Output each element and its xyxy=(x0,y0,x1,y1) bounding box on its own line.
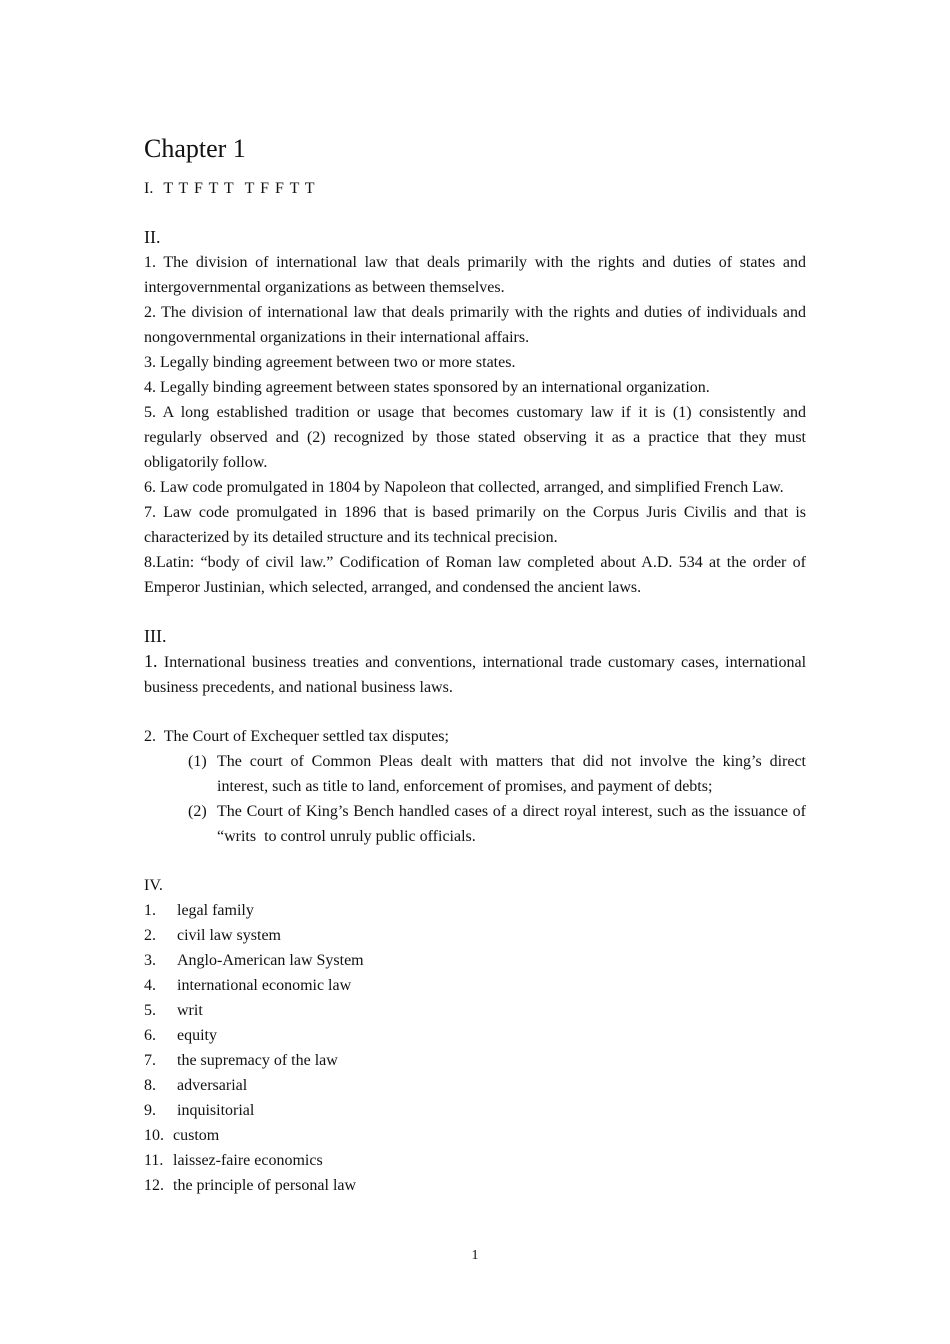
term-list-item xyxy=(144,1123,806,1148)
term-list-item xyxy=(144,1148,806,1173)
section-3-item-1 xyxy=(144,649,806,700)
term-list-item xyxy=(144,898,806,923)
term-number: 10. xyxy=(144,1127,164,1144)
subitem-number: (2) xyxy=(188,803,207,820)
subitem-text: The court of Common Pleas dealt with matters that did not involve the king’s direct interest, such as title to land, enforcement of promises, and payment of debts; xyxy=(217,753,806,795)
section-3-item-2-intro: 2. The Court of Exchequer settled tax disputes; xyxy=(144,728,449,745)
section-2-item: 3. Legally binding agreement between two or more states. xyxy=(144,354,516,371)
term-list-item xyxy=(144,973,806,998)
term-number: 4. xyxy=(144,977,156,994)
section-2-item: 5. A long established tradition or usage that becomes customary law if it is (1) consistently and regularly observed and (2) recognized by those stated observing it as a practice that they must obligatorily follow. xyxy=(144,404,806,471)
term-number: 1. xyxy=(144,902,156,919)
term-number: 3. xyxy=(144,952,156,969)
term-number: 6. xyxy=(144,1027,156,1044)
section-2-item: 4. Legally binding agreement between states sponsored by an international organization. xyxy=(144,379,710,396)
term-text: international economic law xyxy=(177,977,352,994)
section-2-heading: II. xyxy=(144,227,161,247)
section-2-item: 6. Law code promulgated in 1804 by Napoleon that collected, arranged, and simplified French Law. xyxy=(144,479,784,496)
section-4-heading: IV. xyxy=(144,877,163,894)
term-list-item xyxy=(144,1098,806,1123)
term-list-item xyxy=(144,923,806,948)
term-list-item xyxy=(144,1048,806,1073)
term-number: 8. xyxy=(144,1077,156,1094)
section-3-subitem xyxy=(188,749,806,799)
chapter-title: Chapter 1 xyxy=(144,134,246,163)
term-text: legal family xyxy=(177,902,254,919)
term-number: 7. xyxy=(144,1052,156,1069)
subitem-text: The Court of King’s Bench handled cases of a direct royal interest, such as the issuance of “writs to control unruly public officials. xyxy=(217,803,814,845)
section-3-item-1-text: International business treaties and conventions, international trade customary cases, international business precedents, and national business laws. xyxy=(144,654,807,696)
section-3-heading: III. xyxy=(144,626,167,646)
document-body xyxy=(144,132,814,1198)
term-list-item xyxy=(144,948,806,973)
term-list-item xyxy=(144,1173,806,1198)
term-text: the supremacy of the law xyxy=(177,1052,338,1069)
term-number: 9. xyxy=(144,1102,156,1119)
spacer xyxy=(144,849,806,873)
section-2-item: 2. The division of international law that deals primarily with the rights and duties of individuals and nongovernmental organizations in their international affairs. xyxy=(144,304,806,346)
term-text: inquisitorial xyxy=(177,1102,255,1119)
term-text: custom xyxy=(173,1127,220,1144)
term-text: equity xyxy=(177,1027,217,1044)
term-text: the principle of personal law xyxy=(173,1177,357,1194)
term-text: civil law system xyxy=(177,927,281,944)
section-1-answers xyxy=(144,176,806,201)
term-list-item xyxy=(144,1023,806,1048)
section-2-item: 1. The division of international law that deals primarily with the rights and duties of states and intergovernmental organizations as between themselves. xyxy=(144,254,806,296)
term-number: 5. xyxy=(144,1002,156,1019)
section-3-item-1-number: 1. xyxy=(144,651,158,671)
section-1-label: I. xyxy=(144,180,154,197)
spacer xyxy=(144,201,806,225)
term-number: 2. xyxy=(144,927,156,944)
answers-group-1: T T F T T xyxy=(163,180,235,197)
section-3-subitem xyxy=(188,799,814,849)
term-text: writ xyxy=(177,1002,203,1019)
spacer xyxy=(144,600,806,624)
section-2-item: 7. Law code promulgated in 1896 that is based primarily on the Corpus Juris Civilis and that is characterized by its detailed structure and its technical precision. xyxy=(144,504,806,546)
term-list-item xyxy=(144,998,806,1023)
page-number: 1 xyxy=(471,1248,479,1263)
term-text: adversarial xyxy=(177,1077,248,1094)
spacer xyxy=(144,700,806,724)
term-text: Anglo-American law System xyxy=(177,952,364,969)
term-text: laissez-faire economics xyxy=(173,1152,323,1169)
section-2-item: 8.Latin: “body of civil law.” Codification of Roman law completed about A.D. 534 at the order of Emperor Justinian, which selected, arranged, and condensed the ancient laws. xyxy=(144,554,806,596)
term-number: 12. xyxy=(144,1177,164,1194)
answers-group-2: T F F T T xyxy=(244,180,316,197)
subitem-number: (1) xyxy=(188,753,207,770)
term-number: 11. xyxy=(144,1152,164,1169)
term-list-item xyxy=(144,1073,806,1098)
